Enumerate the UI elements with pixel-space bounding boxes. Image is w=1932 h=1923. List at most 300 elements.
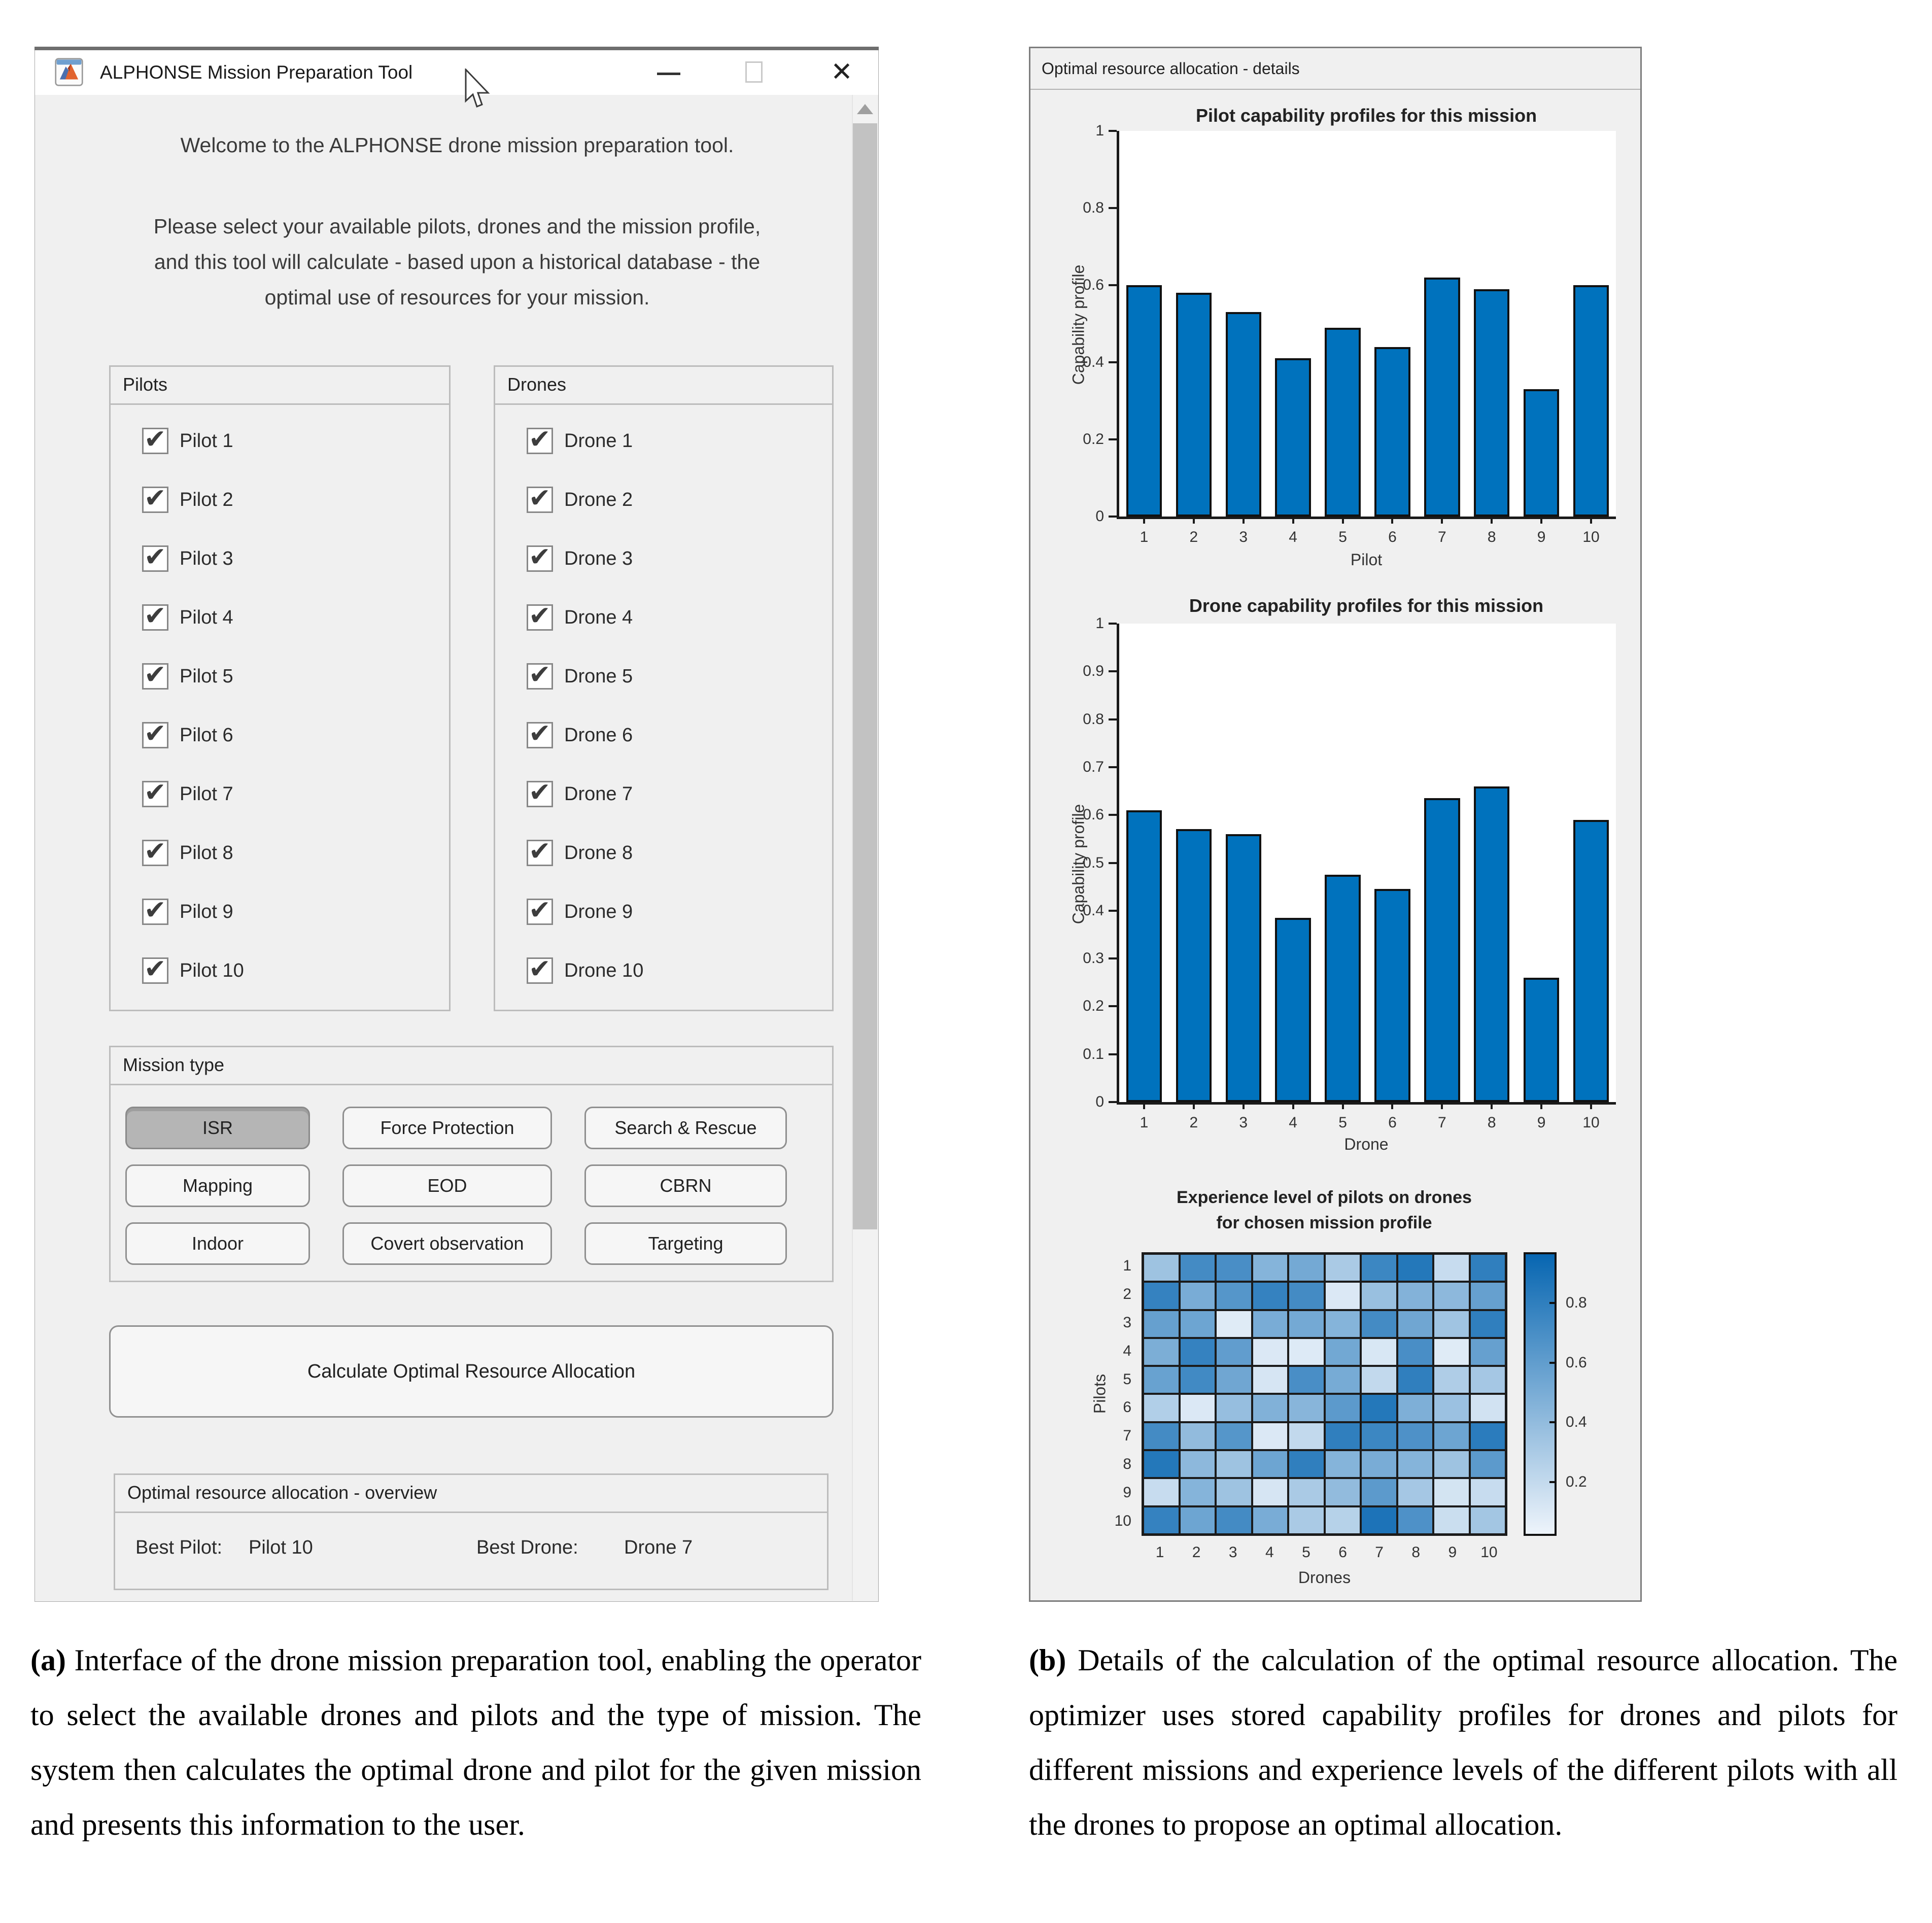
drones-group xyxy=(494,365,834,1011)
pilot-8-checkbox[interactable] xyxy=(142,837,168,866)
best-pilot-label: Best Pilot: xyxy=(135,1537,223,1558)
heatmap-row-label-1: 1 xyxy=(1123,1257,1131,1274)
pilot-chart-xlabel: Pilot xyxy=(1350,551,1383,569)
heatmap-cell-p8-d4 xyxy=(1253,1451,1288,1477)
heatmap-cell-p9-d6 xyxy=(1326,1479,1360,1505)
drone-9-label: Drone 9 xyxy=(564,901,633,922)
heatmap-cell-p8-d2 xyxy=(1181,1451,1215,1477)
y-tick xyxy=(1109,361,1117,363)
drone-10-checkbox[interactable] xyxy=(527,954,553,984)
check-icon: ✔ xyxy=(144,954,166,984)
y-tick-label: 1 xyxy=(1095,122,1104,139)
mission-type-group xyxy=(109,1046,834,1282)
pilot-4-label: Pilot 4 xyxy=(180,606,233,628)
heatmap-cell-p7-d5 xyxy=(1289,1423,1324,1449)
mission-eod-button[interactable]: EOD xyxy=(342,1164,552,1207)
y-tick xyxy=(1109,910,1117,912)
x-tick xyxy=(1143,1102,1145,1109)
colorbar-tick xyxy=(1549,1362,1556,1364)
drone-row-10 xyxy=(527,941,822,1000)
drone-2-label: Drone 2 xyxy=(564,489,633,510)
heatmap-cell-p2-d3 xyxy=(1217,1283,1251,1309)
y-tick xyxy=(1109,284,1117,286)
x-tick-label: 3 xyxy=(1239,1114,1248,1131)
details-panel-titlebar xyxy=(1030,48,1640,90)
heatmap-col-label-3: 3 xyxy=(1228,1544,1237,1561)
heatmap-cell-p7-d3 xyxy=(1217,1423,1251,1449)
drone-chart-title: Drone capability profiles for this mission xyxy=(1189,595,1544,616)
x-tick-label: 1 xyxy=(1140,529,1149,545)
overview-group-label: Optimal resource allocation - overview xyxy=(127,1482,437,1503)
pilot-chart-title: Pilot capability profiles for this mission xyxy=(1195,105,1537,126)
x-tick-label: 7 xyxy=(1438,529,1446,545)
check-icon: ✔ xyxy=(529,896,551,925)
heatmap-cell-p4-d9 xyxy=(1434,1339,1469,1365)
heatmap-col-label-7: 7 xyxy=(1375,1544,1384,1561)
drone-4-checkbox[interactable] xyxy=(527,601,553,631)
x-tick xyxy=(1391,517,1393,524)
y-tick xyxy=(1109,438,1117,440)
drone-row-7 xyxy=(527,765,822,823)
pilot-2-checkbox[interactable] xyxy=(142,484,168,513)
heatmap-cell-p1-d7 xyxy=(1362,1255,1396,1281)
heatmap-cell-p10-d2 xyxy=(1181,1507,1215,1533)
heatmap-cell-p2-d2 xyxy=(1181,1283,1215,1309)
x-tick xyxy=(1243,1102,1245,1109)
pilot-7-label: Pilot 7 xyxy=(180,783,233,805)
y-tick xyxy=(1109,862,1117,864)
x-tick xyxy=(1590,517,1592,524)
heatmap-col-label-10: 10 xyxy=(1480,1544,1498,1561)
details-panel-title: Optimal resource allocation - details xyxy=(1042,59,1300,78)
y-tick xyxy=(1109,718,1117,720)
drone-row-1 xyxy=(527,411,822,470)
matlab-app-icon xyxy=(54,57,84,87)
heatmap-cell-p6-d9 xyxy=(1434,1395,1469,1421)
colorbar-tick-label-0.2: 0.2 xyxy=(1566,1473,1587,1491)
heatmap-cell-p1-d3 xyxy=(1217,1255,1251,1281)
caption-b-text: Details of the calculation of the optimal resource allocation. The optimizer uses stored capability profiles for drones and pilots for different missions and experience levels of the different pilots with all the drones to propose an optimal allocation. xyxy=(1029,1643,1898,1841)
drone-1-checkbox[interactable] xyxy=(527,425,553,454)
heatmap-cell-p9-d5 xyxy=(1289,1479,1324,1505)
mission-force-protection-button[interactable]: Force Protection xyxy=(342,1107,552,1149)
heatmap-cell-p10-d6 xyxy=(1326,1507,1360,1533)
heatmap-cell-p7-d2 xyxy=(1181,1423,1215,1449)
heatmap-cell-p6-d6 xyxy=(1326,1395,1360,1421)
heatmap-cell-p4-d4 xyxy=(1253,1339,1288,1365)
heatmap-cell-p6-d7 xyxy=(1362,1395,1396,1421)
x-tick xyxy=(1342,1102,1344,1109)
bar-1 xyxy=(1126,285,1162,517)
check-icon: ✔ xyxy=(144,837,166,866)
pilot-8-label: Pilot 8 xyxy=(180,842,233,864)
heatmap-col-label-4: 4 xyxy=(1265,1544,1274,1561)
heatmap-col-label-1: 1 xyxy=(1155,1544,1164,1561)
pilot-2-label: Pilot 2 xyxy=(180,489,233,510)
heatmap-cell-p6-d1 xyxy=(1144,1395,1179,1421)
heatmap-cell-p8-d10 xyxy=(1471,1451,1505,1477)
heatmap-row-label-7: 7 xyxy=(1123,1427,1131,1445)
heatmap-cell-p2-d10 xyxy=(1471,1283,1505,1309)
pilot-row-5 xyxy=(142,647,439,706)
bar-8 xyxy=(1474,786,1509,1102)
heatmap-cell-p2-d6 xyxy=(1326,1283,1360,1309)
x-tick-label: 1 xyxy=(1140,1114,1149,1131)
y-tick xyxy=(1109,623,1117,625)
caption-a xyxy=(30,1633,921,1852)
bar-4 xyxy=(1275,358,1310,517)
drone-2-checkbox[interactable] xyxy=(527,484,553,513)
heatmap-title-line2: for chosen mission profile xyxy=(1216,1213,1432,1232)
check-icon: ✔ xyxy=(529,719,551,748)
bar-6 xyxy=(1374,347,1410,517)
pilot-chart-ylabel: Capability profile xyxy=(1069,264,1088,385)
pilot-3-label: Pilot 3 xyxy=(180,547,233,569)
y-tick xyxy=(1109,957,1117,959)
x-tick xyxy=(1540,1102,1542,1109)
pilot-7-checkbox[interactable] xyxy=(142,778,168,807)
caption-a-text: Interface of the drone mission preparation tool, enabling the operator to select the available drones and pilots and the type of mission. The system then calculates the optimal drone and pilot for the given mission and presents this information to the user. xyxy=(30,1643,921,1841)
heatmap-cell-p6-d4 xyxy=(1253,1395,1288,1421)
heatmap-cell-p1-d5 xyxy=(1289,1255,1324,1281)
heatmap-cell-p8-d5 xyxy=(1289,1451,1324,1477)
bar-2 xyxy=(1176,293,1212,517)
pilot-5-checkbox[interactable] xyxy=(142,660,168,690)
heatmap-cell-p3-d2 xyxy=(1181,1311,1215,1337)
heatmap-cell-p10-d8 xyxy=(1398,1507,1433,1533)
y-tick-label: 0.8 xyxy=(1083,199,1104,216)
y-tick-label: 0.5 xyxy=(1083,854,1104,871)
pilot-1-label: Pilot 1 xyxy=(180,430,233,452)
y-tick xyxy=(1109,1005,1117,1007)
mission-search-rescue-button[interactable]: Search & Rescue xyxy=(584,1107,787,1149)
y-tick-label: 0.4 xyxy=(1083,354,1104,370)
colorbar-tick xyxy=(1549,1421,1556,1423)
y-tick xyxy=(1109,766,1117,768)
heatmap-row-label-6: 6 xyxy=(1123,1399,1131,1416)
welcome-text-line2: Please select your available pilots, drones and the mission profile, and this tool will calculate - based upon a historical database - the optimal use of resources for your mission. xyxy=(153,215,761,309)
drone-10-label: Drone 10 xyxy=(564,959,644,981)
drone-5-checkbox[interactable] xyxy=(527,660,553,690)
pilots-group xyxy=(109,365,451,1011)
pilot-9-label: Pilot 9 xyxy=(180,901,233,922)
bar-10 xyxy=(1573,820,1609,1102)
heatmap-cell-p4-d2 xyxy=(1181,1339,1215,1365)
y-tick-label: 0 xyxy=(1095,508,1104,525)
pilot-row-10 xyxy=(142,941,439,1000)
heatmap-cell-p8-d1 xyxy=(1144,1451,1179,1477)
y-tick-label: 0.6 xyxy=(1083,806,1104,823)
mission-cbrn-button[interactable]: CBRN xyxy=(584,1164,787,1207)
heatmap-cell-p3-d7 xyxy=(1362,1311,1396,1337)
window-title: ALPHONSE Mission Preparation Tool xyxy=(100,62,413,83)
heatmap-cell-p10-d4 xyxy=(1253,1507,1288,1533)
caption-b-label: (b) xyxy=(1029,1643,1066,1677)
check-icon: ✔ xyxy=(529,601,551,631)
drone-row-8 xyxy=(527,823,822,882)
drone-capability-chart xyxy=(1083,615,1616,1131)
heatmap-row-label-9: 9 xyxy=(1123,1484,1131,1501)
best-drone-label: Best Drone: xyxy=(476,1537,578,1558)
heatmap-cell-p1-d9 xyxy=(1434,1255,1469,1281)
heatmap-row-label-5: 5 xyxy=(1123,1370,1131,1388)
heatmap-cell-p1-d8 xyxy=(1398,1255,1433,1281)
heatmap-cell-p4-d5 xyxy=(1289,1339,1324,1365)
heatmap-cell-p9-d7 xyxy=(1362,1479,1396,1505)
mission-mapping-button[interactable]: Mapping xyxy=(125,1164,310,1207)
bar-7 xyxy=(1424,798,1460,1102)
x-tick-label: 5 xyxy=(1338,1114,1347,1131)
drone-chart-ylabel: Capability profile xyxy=(1069,804,1088,924)
x-tick-label: 8 xyxy=(1487,1114,1496,1131)
x-tick-label: 9 xyxy=(1537,529,1546,545)
heatmap-cell-p2-d7 xyxy=(1362,1283,1396,1309)
heatmap-cell-p2-d8 xyxy=(1398,1283,1433,1309)
check-icon: ✔ xyxy=(144,719,166,748)
x-tick-label: 5 xyxy=(1338,529,1347,545)
heatmap-cell-p7-d9 xyxy=(1434,1423,1469,1449)
check-icon: ✔ xyxy=(144,484,166,513)
heatmap-cell-p1-d1 xyxy=(1144,1255,1179,1281)
bar-5 xyxy=(1325,875,1360,1102)
heatmap-cell-p7-d7 xyxy=(1362,1423,1396,1449)
heatmap-cell-p10-d1 xyxy=(1144,1507,1179,1533)
mission-type-group-divider xyxy=(111,1084,832,1085)
pilot-row-3 xyxy=(142,529,439,588)
x-tick-label: 10 xyxy=(1582,1114,1600,1131)
heatmap-ylabel: Pilots xyxy=(1090,1373,1109,1414)
best-drone-value: Drone 7 xyxy=(624,1537,693,1558)
heatmap-cell-p2-d9 xyxy=(1434,1283,1469,1309)
x-tick-label: 9 xyxy=(1537,1114,1546,1131)
heatmap-cell-p3-d4 xyxy=(1253,1311,1288,1337)
caption-a-label: (a) xyxy=(30,1643,66,1677)
pilot-3-checkbox[interactable] xyxy=(142,542,168,572)
x-tick xyxy=(1441,1102,1443,1109)
colorbar-tick-label-0.6: 0.6 xyxy=(1566,1354,1587,1371)
mission-indoor-button[interactable]: Indoor xyxy=(125,1222,310,1265)
bar-3 xyxy=(1226,834,1261,1102)
heatmap-title xyxy=(1121,1185,1527,1235)
heatmap-cell-p4-d7 xyxy=(1362,1339,1396,1365)
pilot-row-4 xyxy=(142,588,439,647)
heatmap-cell-p5-d9 xyxy=(1434,1367,1469,1393)
heatmap-cell-p9-d3 xyxy=(1217,1479,1251,1505)
drone-6-checkbox[interactable] xyxy=(527,719,553,748)
heatmap-row-label-10: 10 xyxy=(1114,1513,1131,1530)
heatmap-cell-p6-d10 xyxy=(1471,1395,1505,1421)
drone-8-checkbox[interactable] xyxy=(527,837,553,866)
pilot-1-checkbox[interactable] xyxy=(142,425,168,454)
y-tick-label: 0.2 xyxy=(1083,998,1104,1015)
mission-type-group-label: Mission type xyxy=(123,1054,225,1075)
heatmap-row-label-4: 4 xyxy=(1123,1342,1131,1359)
drone-1-label: Drone 1 xyxy=(564,430,633,452)
y-tick-label: 0.8 xyxy=(1083,710,1104,728)
pilot-row-6 xyxy=(142,706,439,765)
bar-5 xyxy=(1325,328,1360,517)
heatmap-cell-p9-d8 xyxy=(1398,1479,1433,1505)
check-icon: ✔ xyxy=(529,954,551,984)
mission-covert-observation-button[interactable]: Covert observation xyxy=(342,1222,552,1265)
heatmap-cell-p4-d8 xyxy=(1398,1339,1433,1365)
heatmap-cell-p2-d4 xyxy=(1253,1283,1288,1309)
scroll-up-icon[interactable] xyxy=(857,104,873,114)
heatmap-cell-p7-d10 xyxy=(1471,1423,1505,1449)
mission-preparation-window xyxy=(34,47,879,1602)
x-tick xyxy=(1292,517,1294,524)
x-tick-label: 7 xyxy=(1438,1114,1446,1131)
mission-targeting-button[interactable]: Targeting xyxy=(584,1222,787,1265)
y-tick xyxy=(1109,670,1117,672)
heatmap-cell-p5-d3 xyxy=(1217,1367,1251,1393)
window-top-border xyxy=(34,47,879,50)
x-tick xyxy=(1193,517,1195,524)
heatmap-cell-p1-d10 xyxy=(1471,1255,1505,1281)
colorbar-tick xyxy=(1549,1481,1556,1483)
heatmap-cell-p3-d1 xyxy=(1144,1311,1179,1337)
pilot-row-1 xyxy=(142,411,439,470)
pilots-checkbox-list xyxy=(142,411,439,1000)
heatmap-cell-p7-d8 xyxy=(1398,1423,1433,1449)
check-icon: ✔ xyxy=(529,484,551,513)
colorbar-tick xyxy=(1549,1302,1556,1304)
heatmap-cell-p8-d9 xyxy=(1434,1451,1469,1477)
bar-2 xyxy=(1176,829,1212,1102)
heatmap-cell-p6-d8 xyxy=(1398,1395,1433,1421)
x-tick xyxy=(1491,1102,1493,1109)
heatmap-cell-p1-d6 xyxy=(1326,1255,1360,1281)
pilot-row-8 xyxy=(142,823,439,882)
pilot-10-checkbox[interactable] xyxy=(142,954,168,984)
drone-chart-xlabel: Drone xyxy=(1344,1135,1389,1153)
heatmap-cell-p1-d2 xyxy=(1181,1255,1215,1281)
drone-3-label: Drone 3 xyxy=(564,547,633,569)
pilot-5-label: Pilot 5 xyxy=(180,665,233,687)
bar-6 xyxy=(1374,889,1410,1102)
maximize-button[interactable] xyxy=(725,50,786,95)
check-icon: ✔ xyxy=(529,778,551,807)
y-tick xyxy=(1109,1101,1117,1103)
heatmap-cell-p9-d10 xyxy=(1471,1479,1505,1505)
drone-3-checkbox[interactable] xyxy=(527,542,553,572)
drones-group-divider xyxy=(495,403,832,405)
heatmap-col-label-5: 5 xyxy=(1302,1544,1310,1561)
heatmap-col-label-9: 9 xyxy=(1448,1544,1457,1561)
bar-1 xyxy=(1126,810,1162,1102)
heatmap-cell-p10-d7 xyxy=(1362,1507,1396,1533)
heatmap-row-label-3: 3 xyxy=(1123,1314,1131,1331)
heatmap-cell-p1-d4 xyxy=(1253,1255,1288,1281)
check-icon: ✔ xyxy=(144,660,166,690)
minimize-button[interactable] xyxy=(639,50,700,95)
check-icon: ✔ xyxy=(144,896,166,925)
y-tick xyxy=(1109,516,1117,518)
x-tick-label: 6 xyxy=(1388,529,1397,545)
x-tick-label: 4 xyxy=(1289,529,1297,545)
pilot-6-checkbox[interactable] xyxy=(142,719,168,748)
calculate-optimal-resource-allocation-button[interactable]: Calculate Optimal Resource Allocation xyxy=(109,1325,834,1418)
drone-7-checkbox[interactable] xyxy=(527,778,553,807)
drone-row-5 xyxy=(527,647,822,706)
colorbar-tick-label-0.8: 0.8 xyxy=(1566,1294,1587,1312)
heatmap-cell-p6-d5 xyxy=(1289,1395,1324,1421)
heatmap-cell-p4-d1 xyxy=(1144,1339,1179,1365)
heatmap-cell-p5-d6 xyxy=(1326,1367,1360,1393)
heatmap-cell-p5-d1 xyxy=(1144,1367,1179,1393)
heatmap-cell-p3-d10 xyxy=(1471,1311,1505,1337)
heatmap-cell-p8-d6 xyxy=(1326,1451,1360,1477)
y-tick-label: 0.4 xyxy=(1083,902,1104,919)
bar-9 xyxy=(1524,389,1559,517)
check-icon: ✔ xyxy=(144,425,166,454)
heatmap-cell-p2-d1 xyxy=(1144,1283,1179,1309)
mission-isr-button[interactable]: ISR xyxy=(125,1107,310,1149)
y-tick xyxy=(1109,130,1117,132)
scrollbar-thumb[interactable] xyxy=(853,123,877,1229)
drones-group-label: Drones xyxy=(507,374,567,395)
pilot-9-checkbox[interactable] xyxy=(142,896,168,925)
heatmap-cell-p7-d1 xyxy=(1144,1423,1179,1449)
heatmap-cell-p5-d8 xyxy=(1398,1367,1433,1393)
colorbar-tick-label-0.4: 0.4 xyxy=(1566,1414,1587,1431)
mission-type-button-grid xyxy=(125,1107,787,1265)
pilot-4-checkbox[interactable] xyxy=(142,601,168,631)
heatmap-cell-p5-d10 xyxy=(1471,1367,1505,1393)
check-icon: ✔ xyxy=(144,601,166,631)
heatmap-col-label-2: 2 xyxy=(1192,1544,1201,1561)
heatmap-cell-p5-d7 xyxy=(1362,1367,1396,1393)
caption-b xyxy=(1029,1633,1898,1852)
heatmap-colorbar xyxy=(1524,1252,1557,1536)
x-tick xyxy=(1193,1102,1195,1109)
experience-heatmap xyxy=(1142,1252,1507,1536)
heatmap-col-label-8: 8 xyxy=(1411,1544,1421,1561)
heatmap-xlabel: Drones xyxy=(1298,1568,1351,1587)
x-tick xyxy=(1590,1102,1592,1109)
heatmap-cell-p5-d4 xyxy=(1253,1367,1288,1393)
heatmap-cell-p4-d3 xyxy=(1217,1339,1251,1365)
x-tick-label: 8 xyxy=(1487,529,1496,545)
window-scrollbar[interactable] xyxy=(852,95,877,1601)
check-icon: ✔ xyxy=(529,660,551,690)
check-icon: ✔ xyxy=(529,542,551,572)
heatmap-cell-p8-d3 xyxy=(1217,1451,1251,1477)
close-button[interactable] xyxy=(811,50,872,95)
x-tick xyxy=(1143,517,1145,524)
heatmap-cell-p4-d10 xyxy=(1471,1339,1505,1365)
heatmap-cell-p2-d5 xyxy=(1289,1283,1324,1309)
pilots-group-label: Pilots xyxy=(123,374,168,395)
cursor-icon xyxy=(464,68,491,111)
heatmap-cell-p7-d4 xyxy=(1253,1423,1288,1449)
drone-9-checkbox[interactable] xyxy=(527,896,553,925)
heatmap-cell-p5-d2 xyxy=(1181,1367,1215,1393)
heatmap-title-line1: Experience level of pilots on drones xyxy=(1177,1188,1472,1207)
pilot-row-9 xyxy=(142,882,439,941)
heatmap-cell-p7-d6 xyxy=(1326,1423,1360,1449)
check-icon: ✔ xyxy=(529,425,551,454)
heatmap-cell-p4-d6 xyxy=(1326,1339,1360,1365)
x-tick-label: 2 xyxy=(1189,1114,1198,1131)
minimize-icon xyxy=(657,73,680,75)
pilots-group-divider xyxy=(111,403,449,405)
heatmap-cell-p3-d6 xyxy=(1326,1311,1360,1337)
drone-7-label: Drone 7 xyxy=(564,783,633,805)
x-tick xyxy=(1491,517,1493,524)
x-tick xyxy=(1342,517,1344,524)
x-tick xyxy=(1441,517,1443,524)
